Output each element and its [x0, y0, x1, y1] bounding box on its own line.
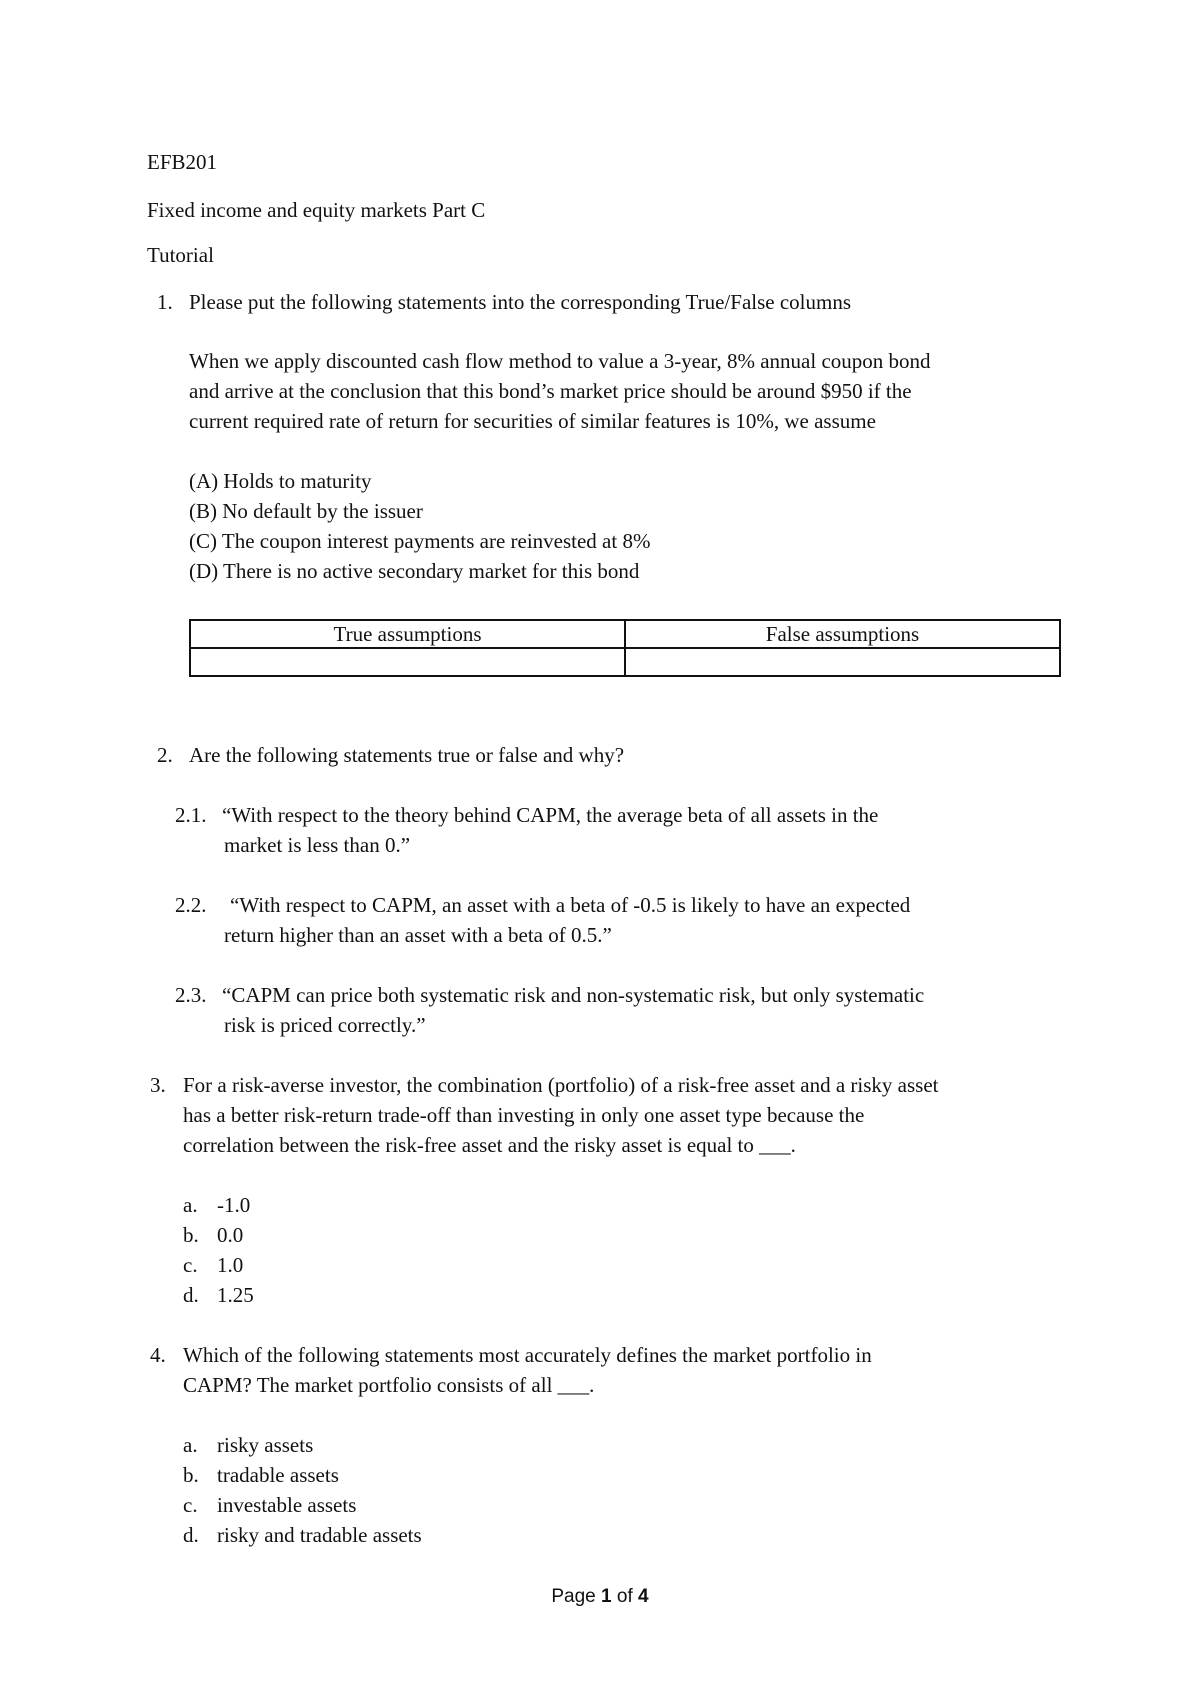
q4-option-c: c. investable assets: [183, 1493, 357, 1517]
course-code: EFB201: [147, 150, 218, 174]
q2-prompt: Are the following statements true or false and why?: [189, 743, 625, 767]
q3-number: 3.: [150, 1073, 166, 1097]
q2-2-line: return higher than an asset with a beta of 0.5.”: [224, 923, 612, 947]
q1-body-line: and arrive at the conclusion that this bond’s market price should be around $950 if the: [189, 379, 912, 403]
q1-number: 1.: [157, 290, 173, 314]
q1-option-b: (B) No default by the issuer: [189, 499, 423, 523]
document-subtitle: Fixed income and equity markets Part C: [147, 198, 486, 222]
q2-2-line: “With respect to CAPM, an asset with a beta of -0.5 is likely to have an expected: [230, 893, 911, 917]
true-assumptions-cell[interactable]: [190, 648, 625, 676]
q1-body-line: current required rate of return for securities of similar features is 10%, we assume: [189, 409, 876, 433]
true-false-table: [189, 619, 1061, 677]
document-type: Tutorial: [147, 243, 214, 267]
q2-number: 2.: [157, 743, 173, 767]
q1-body-line: When we apply discounted cash flow method to value a 3-year, 8% annual coupon bond: [189, 349, 931, 373]
page-label: Page: [551, 1586, 596, 1607]
page-footer: [0, 1582, 1200, 1612]
q1-option-d: (D) There is no active secondary market for this bond: [189, 559, 640, 583]
q3-option-c: c. 1.0: [183, 1253, 244, 1277]
q3-option-b: b. 0.0: [183, 1223, 244, 1247]
q4-line: Which of the following statements most accurately defines the market portfolio in: [183, 1343, 872, 1367]
q1-prompt: Please put the following statements into the corresponding True/False columns: [189, 290, 852, 314]
q3-option-d: d. 1.25: [183, 1283, 254, 1307]
q3-option-a: a. -1.0: [183, 1193, 251, 1217]
false-assumptions-header: False assumptions: [625, 620, 1060, 648]
q1-option-a: (A) Holds to maturity: [189, 469, 372, 493]
q3-line: has a better risk-return trade-off than investing in only one asset type because the: [183, 1103, 865, 1127]
q2-1-number: 2.1.: [175, 803, 207, 827]
q2-2-number: 2.2.: [175, 893, 207, 917]
q2-1-line: “With respect to the theory behind CAPM, the average beta of all assets in the: [222, 803, 879, 827]
q4-option-a: a. risky assets: [183, 1433, 314, 1457]
false-assumptions-cell[interactable]: [625, 648, 1060, 676]
q1-option-c: (C) The coupon interest payments are reinvested at 8%: [189, 529, 651, 553]
q4-option-d: d. risky and tradable assets: [183, 1523, 422, 1547]
q4-line: CAPM? The market portfolio consists of all ___.: [183, 1373, 595, 1397]
q2-3-line: risk is priced correctly.”: [224, 1013, 426, 1037]
q3-line: For a risk-averse investor, the combination (portfolio) of a risk-free asset and a risky asset: [183, 1073, 939, 1097]
q4-option-b: b. tradable assets: [183, 1463, 339, 1487]
q3-line: correlation between the risk-free asset and the risky asset is equal to ___.: [183, 1133, 796, 1157]
page-total: 4: [638, 1586, 649, 1607]
true-assumptions-header: True assumptions: [190, 620, 625, 648]
page-of-label: of: [616, 1586, 633, 1607]
q4-number: 4.: [150, 1343, 166, 1367]
page-current: 1: [601, 1586, 612, 1607]
q2-3-line: “CAPM can price both systematic risk and non-systematic risk, but only systematic: [222, 983, 925, 1007]
q2-1-line: market is less than 0.”: [224, 833, 411, 857]
q2-3-number: 2.3.: [175, 983, 207, 1007]
